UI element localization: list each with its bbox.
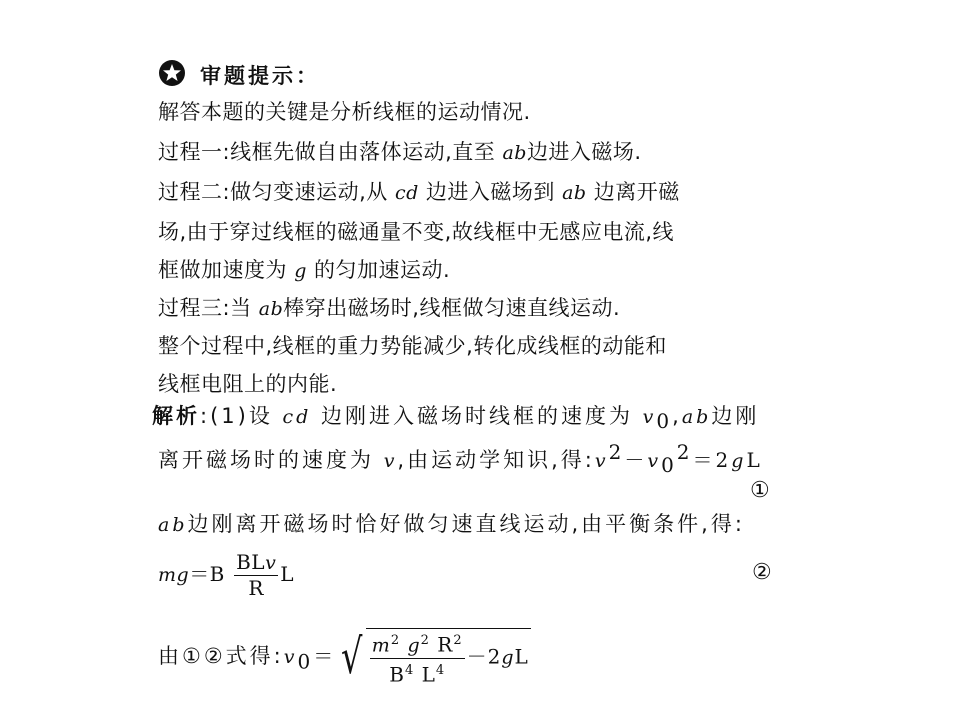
star-icon	[159, 60, 185, 86]
var-L: L	[514, 644, 529, 669]
minus: －	[624, 448, 648, 472]
sqrt-body	[366, 628, 531, 686]
text: ,	[672, 404, 682, 428]
denominator: R	[248, 576, 264, 600]
equation-2	[158, 550, 294, 600]
text: 离开磁场时的速度为	[158, 448, 384, 472]
fraction	[234, 550, 278, 600]
text: 场,由于穿过线框的磁通量不变,故线框中无感应电流,线	[158, 220, 675, 244]
var-v: v	[265, 552, 277, 574]
var-v: v	[283, 646, 298, 669]
numerator	[370, 629, 465, 659]
solution-label: 解析	[152, 404, 200, 428]
denominator	[370, 659, 465, 687]
var-cd: cd	[394, 182, 419, 204]
var-L: L	[421, 662, 436, 687]
text: 框做加速度为	[158, 258, 295, 282]
var-v: v	[642, 406, 657, 428]
var-L: L	[280, 562, 295, 586]
text: 边刚	[711, 404, 760, 428]
sub-0: 0	[656, 409, 673, 434]
hint-line-4	[158, 218, 674, 246]
hint-title: 审题提示	[200, 64, 296, 88]
sup-2: 2	[676, 440, 693, 464]
var-v: v	[647, 450, 662, 472]
var-ab: ab	[681, 406, 712, 428]
equals: ＝	[313, 644, 337, 669]
hint-heading	[200, 60, 320, 90]
text: 过程一:线框先做自由落体运动,直至	[158, 140, 503, 164]
var-g: g	[407, 634, 421, 657]
equation-number-2: ②	[752, 560, 772, 585]
hint-line-1	[158, 98, 531, 126]
minus-2: －2	[466, 644, 502, 669]
solution-line-5	[158, 628, 531, 686]
var-B: B	[389, 662, 405, 687]
var-ab: ab	[258, 298, 284, 320]
equation-number-1: ①	[750, 478, 770, 503]
hint-line-2	[158, 138, 642, 167]
hint-line-5	[158, 256, 450, 285]
text: 边离开磁	[586, 180, 680, 204]
text: 棒穿出磁场时,线框做匀速直线运动.	[283, 296, 621, 320]
sup-2: 2	[453, 633, 463, 648]
equals-B: ＝B	[189, 562, 225, 586]
colon: ：	[296, 64, 320, 88]
text: 线框电阻上的内能.	[158, 372, 338, 396]
sup-4: 4	[404, 662, 415, 678]
sup-2: 2	[608, 440, 625, 464]
var-v: v	[383, 450, 398, 472]
text: ,由运动学知识,得:	[397, 448, 595, 472]
text: 边进入磁场.	[526, 140, 642, 164]
BL: BL	[236, 550, 266, 574]
sup-4: 4	[435, 662, 446, 678]
text: :(1)设	[200, 404, 283, 428]
text: 由①②式得:	[158, 644, 284, 669]
var-v: v	[594, 450, 609, 472]
sub-0: 0	[661, 453, 677, 478]
var-m: m	[371, 634, 391, 657]
hint-line-8	[158, 370, 337, 398]
hint-line-3	[158, 178, 680, 207]
var-g: g	[294, 260, 307, 282]
fraction	[370, 629, 465, 686]
var-R: R	[437, 632, 454, 657]
sup-2: 2	[420, 633, 430, 648]
solution-line-3	[158, 510, 745, 539]
var-ab: ab	[562, 182, 587, 204]
hint-line-7	[158, 332, 667, 360]
text: 的匀加速运动.	[306, 258, 451, 282]
var-mg: mg	[158, 564, 190, 586]
hint-line-6	[158, 294, 620, 323]
solution-line-2	[158, 438, 763, 479]
solution-line-1	[152, 402, 759, 435]
var-L: L	[746, 448, 763, 472]
text: 边刚进入磁场时线框的速度为	[311, 404, 643, 428]
text: 边进入磁场到	[418, 180, 563, 204]
var-g: g	[731, 450, 747, 472]
sqrt-icon: √	[341, 629, 365, 686]
var-cd: cd	[282, 406, 312, 428]
var-ab: ab	[502, 142, 527, 164]
text: 过程三:当	[158, 296, 259, 320]
sub-0: 0	[297, 649, 314, 674]
text: 整个过程中,线框的重力势能减少,转化成线框的动能和	[158, 334, 667, 358]
var-ab: ab	[158, 514, 188, 536]
sup-2: 2	[390, 633, 401, 648]
var-g: g	[501, 646, 515, 669]
text: 过程二:做匀变速运动,从	[158, 180, 395, 204]
equals-2: ＝2	[692, 448, 732, 472]
text: 边刚离开磁场时恰好做匀速直线运动,由平衡条件,得:	[187, 512, 745, 536]
text: 解答本题的关键是分析线框的运动情况.	[158, 100, 531, 124]
numerator	[234, 550, 278, 576]
